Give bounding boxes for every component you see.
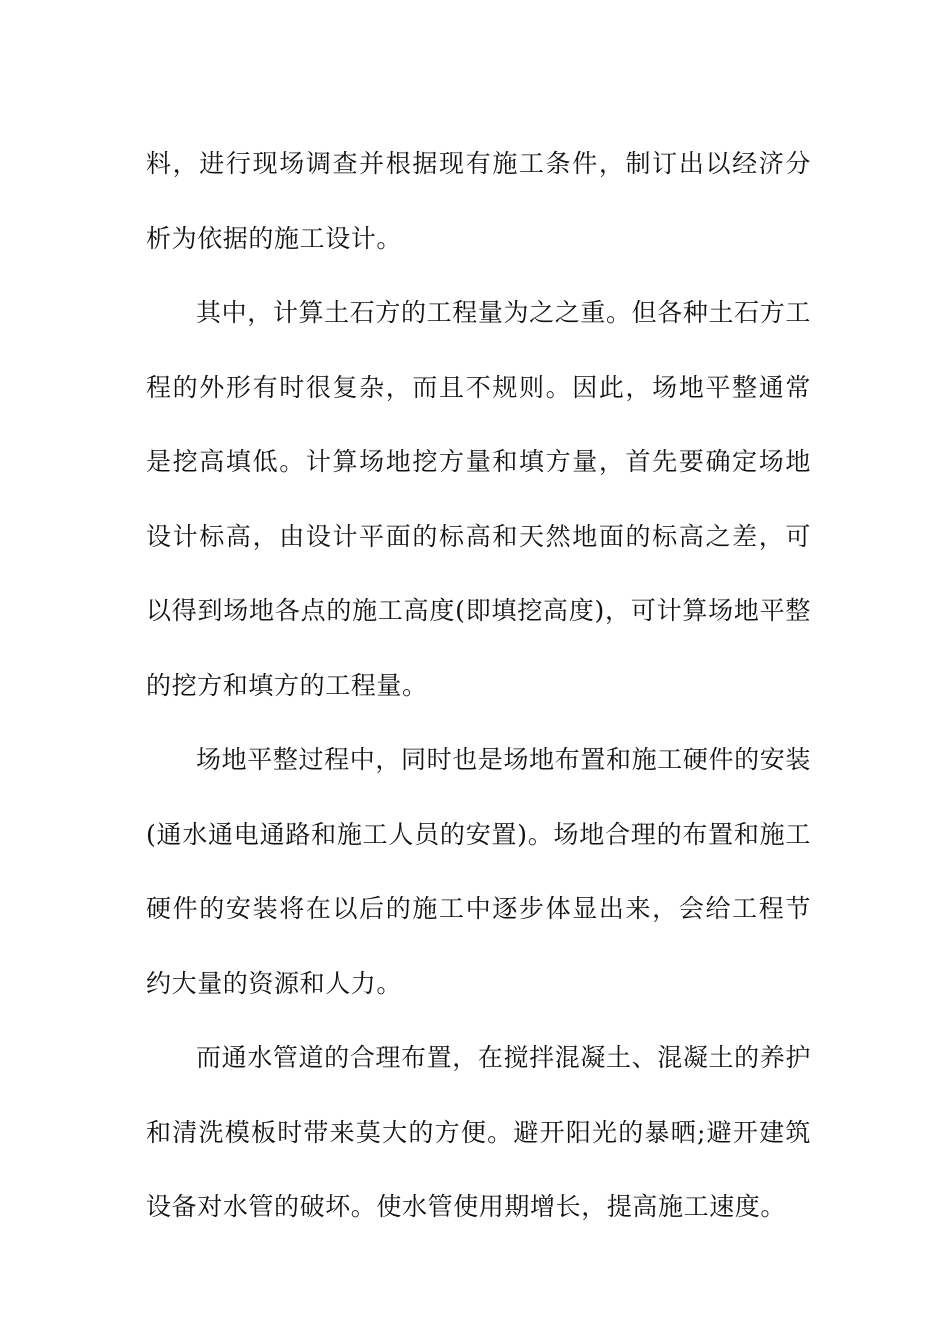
document-body <box>146 127 811 1245</box>
paragraph-water-pipes: 而通水管道的合理布置，在搅拌混凝土、混凝土的养护和清洗模板时带来莫大的方便。避开阳光的暴晒;避开建筑设备对水管的破坏。使水管使用期增长，提高施工速度。 <box>146 1043 811 1221</box>
paragraph-site-layout: 场地平整过程中，同时也是场地布置和施工硬件的安装(通水通电通路和施工人员的安置)。场地合理的布置和施工硬件的安装将在以后的施工中逐步体显出来，会给工程节约大量的资源和人力。 <box>146 745 811 998</box>
paragraph-earthwork-calculation: 其中，计算土石方的工程量为之之重。但各种土石方工程的外形有时很复杂，而且不规则。因此，场地平整通常是挖高填低。计算场地挖方量和填方量，首先要确定场地设计标高，由设计平面的标高和天然地面的标高之差，可以得到场地各点的施工高度(即填挖高度)，可计算场地平整的挖方和填方的工程量。 <box>146 298 811 700</box>
paragraph-continuation: 料，进行现场调查并根据现有施工条件，制订出以经济分析为依据的施工设计。 <box>146 149 811 253</box>
